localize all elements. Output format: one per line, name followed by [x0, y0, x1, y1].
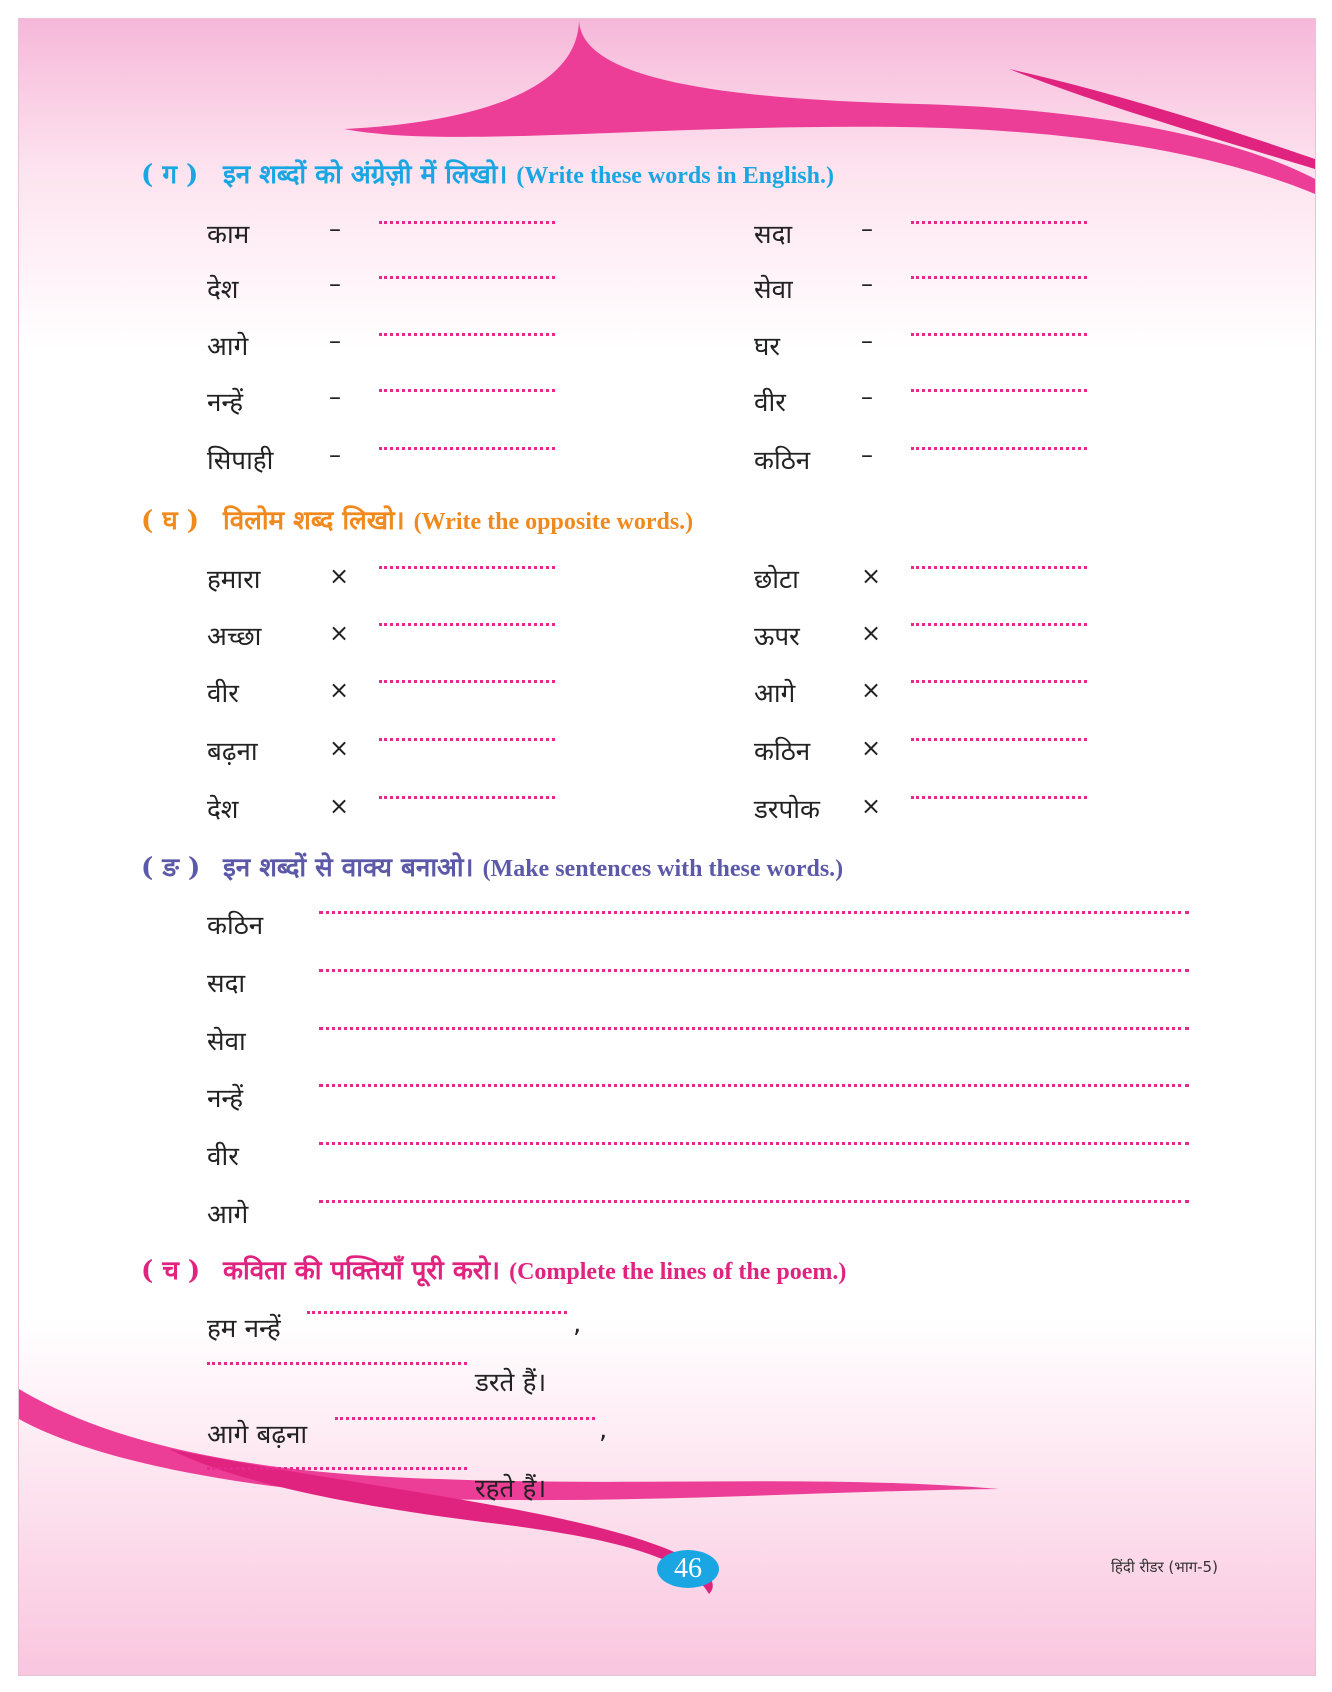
poem-line-3-start: आगे बढ़ना — [207, 1420, 308, 1450]
section-g-answer-line[interactable] — [911, 221, 1087, 224]
section-gh-answer-line[interactable] — [379, 566, 555, 569]
section-g-title-english: (Write these words in English.) — [516, 163, 834, 189]
section-g-answer-line[interactable] — [379, 389, 555, 392]
section-g-answer-line[interactable] — [379, 276, 555, 279]
section-g-dash: – — [861, 383, 873, 411]
section-ch-title-english: (Complete the lines of the poem.) — [509, 1259, 847, 1285]
cross-icon: × — [861, 734, 882, 762]
section-g-dash: – — [861, 215, 873, 243]
section-g-label: ( ग ) — [141, 160, 199, 190]
page-number: 46 — [657, 1550, 719, 1588]
section-g-dash: – — [329, 215, 341, 243]
cross-icon: × — [329, 676, 350, 704]
sentence-answer-line[interactable] — [319, 1200, 1189, 1203]
book-name: हिंदी रीडर (भाग-5) — [1111, 1558, 1218, 1576]
worksheet-page — [18, 18, 1316, 1676]
section-ch-heading — [141, 1251, 846, 1287]
sentence-answer-line[interactable] — [319, 1084, 1189, 1087]
section-ng-label: ( ङ ) — [141, 853, 201, 883]
cross-icon: × — [329, 792, 350, 820]
section-ng-word: सदा — [207, 969, 246, 999]
section-g-answer-line[interactable] — [911, 447, 1087, 450]
sentence-answer-line[interactable] — [319, 1027, 1189, 1030]
cross-icon: × — [861, 676, 882, 704]
section-g-dash: – — [329, 270, 341, 298]
cross-icon: × — [329, 562, 350, 590]
cross-icon: × — [861, 619, 882, 647]
section-gh-answer-line[interactable] — [911, 738, 1087, 741]
section-ng-word: आगे — [207, 1200, 249, 1230]
cross-icon: × — [329, 734, 350, 762]
poem-answer-line[interactable] — [207, 1467, 467, 1470]
section-ng-word: वीर — [207, 1142, 239, 1172]
section-g-left-word: काम — [207, 220, 250, 250]
section-gh-right-word: आगे — [754, 679, 796, 709]
section-g-dash: – — [861, 327, 873, 355]
section-gh-answer-line[interactable] — [911, 566, 1087, 569]
section-gh-answer-line[interactable] — [911, 680, 1087, 683]
section-g-left-word: नन्हें — [207, 388, 244, 418]
poem-answer-line[interactable] — [335, 1417, 595, 1420]
sentence-answer-line[interactable] — [319, 969, 1189, 972]
section-g-left-word: देश — [207, 275, 239, 305]
section-gh-left-word: बढ़ना — [207, 737, 258, 767]
section-gh-left-word: वीर — [207, 679, 239, 709]
section-g-dash: – — [329, 327, 341, 355]
cross-icon: × — [861, 562, 882, 590]
section-gh-right-word: डरपोक — [754, 795, 821, 825]
section-gh-answer-line[interactable] — [911, 796, 1087, 799]
section-gh-label: ( घ ) — [141, 506, 200, 536]
poem-line-1-start: हम नन्हें — [207, 1314, 281, 1344]
section-gh-answer-line[interactable] — [379, 738, 555, 741]
poem-line-1-end: , — [573, 1309, 582, 1339]
section-gh-left-word: अच्छा — [207, 622, 262, 652]
section-gh-right-word: छोटा — [754, 565, 799, 595]
section-g-left-word: आगे — [207, 332, 249, 362]
section-g-answer-line[interactable] — [911, 389, 1087, 392]
section-g-dash: – — [329, 441, 341, 469]
section-ch-label: ( च ) — [141, 1256, 201, 1286]
section-gh-answer-line[interactable] — [379, 796, 555, 799]
section-gh-left-word: हमारा — [207, 565, 261, 595]
section-g-right-word: कठिन — [754, 446, 811, 476]
cross-icon: × — [329, 619, 350, 647]
section-g-dash: – — [329, 383, 341, 411]
section-ch-title-hindi: कविता की पक्तियाँ पूरी करो। — [223, 1256, 501, 1286]
section-g-dash: – — [861, 441, 873, 469]
sentence-answer-line[interactable] — [319, 911, 1189, 914]
section-gh-right-word: ऊपर — [754, 622, 800, 652]
poem-line-2-end: डरते हैं। — [475, 1368, 547, 1398]
section-gh-answer-line[interactable] — [379, 623, 555, 626]
section-g-title-hindi: इन शब्दों को अंग्रेज़ी में लिखो। — [223, 160, 508, 190]
section-g-right-word: सेवा — [754, 275, 793, 305]
section-gh-left-word: देश — [207, 795, 239, 825]
section-g-answer-line[interactable] — [911, 333, 1087, 336]
section-g-answer-line[interactable] — [379, 221, 555, 224]
poem-line-4-end: रहते हैं। — [475, 1474, 547, 1504]
poem-answer-line[interactable] — [207, 1362, 467, 1365]
poem-answer-line[interactable] — [307, 1311, 567, 1314]
section-g-answer-line[interactable] — [379, 333, 555, 336]
section-g-dash: – — [861, 270, 873, 298]
section-g-answer-line[interactable] — [379, 447, 555, 450]
section-g-right-word: वीर — [754, 388, 786, 418]
section-gh-title-english: (Write the opposite words.) — [413, 509, 694, 535]
section-ng-word: नन्हें — [207, 1084, 244, 1114]
section-g-right-word: सदा — [754, 220, 793, 250]
section-gh-answer-line[interactable] — [379, 680, 555, 683]
section-ng-heading — [141, 848, 843, 884]
section-gh-right-word: कठिन — [754, 737, 811, 767]
section-g-left-word: सिपाही — [207, 446, 274, 476]
section-g-heading — [141, 155, 834, 191]
section-ng-word: सेवा — [207, 1027, 246, 1057]
section-gh-answer-line[interactable] — [911, 623, 1087, 626]
section-gh-heading — [141, 501, 693, 537]
section-ng-title-hindi: इन शब्दों से वाक्य बनाओ। — [223, 853, 474, 883]
sentence-answer-line[interactable] — [319, 1142, 1189, 1145]
poem-line-3-end: , — [599, 1415, 608, 1445]
cross-icon: × — [861, 792, 882, 820]
section-gh-title-hindi: विलोम शब्द लिखो। — [223, 506, 405, 536]
section-g-right-word: घर — [754, 332, 781, 362]
section-ng-title-english: (Make sentences with these words.) — [482, 856, 844, 882]
section-ng-word: कठिन — [207, 911, 264, 941]
section-g-answer-line[interactable] — [911, 276, 1087, 279]
